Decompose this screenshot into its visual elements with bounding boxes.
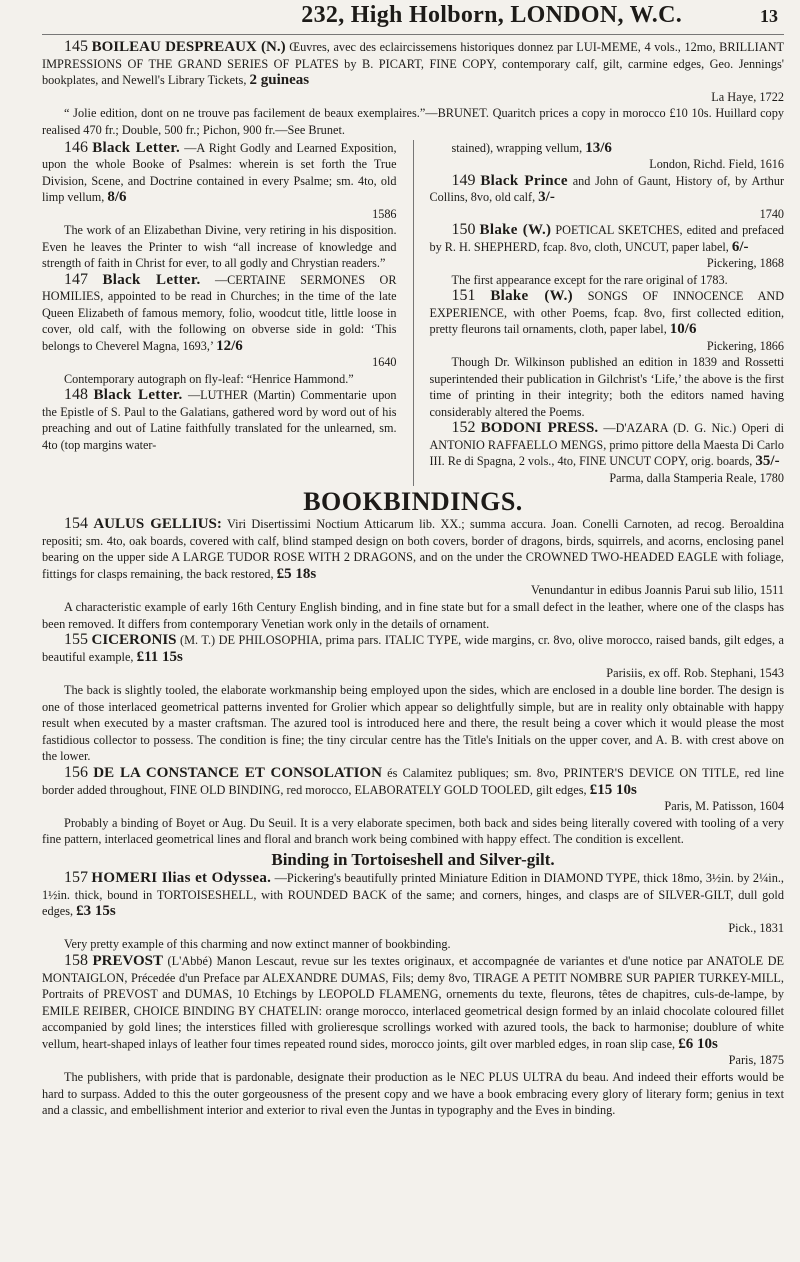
catalogue-page — [42, 0, 784, 1262]
catalogue-entry — [42, 953, 784, 1069]
entry-price: 12/6 — [216, 337, 243, 354]
lot-number: 156 — [64, 763, 88, 781]
entry-note: Contemporary autograph on fly-leaf: “Henrice Hammond.” — [64, 371, 354, 386]
catalogue-entry — [430, 288, 785, 354]
entry-note: Very pretty example of this charming and now extinct manner of bookbinding. — [64, 937, 451, 952]
catalogue-entry — [430, 222, 785, 272]
catalogue-entry — [430, 173, 785, 223]
entry-imprint: Pick., 1831 — [728, 920, 784, 935]
catalogue-entry — [42, 272, 397, 371]
catalogue-entry — [42, 765, 784, 815]
entry-note: A characteristic example of early 16th Century English binding, and in fine state but for a small defect in the leather, where one of the clasps has been removed. It differs from contemporary Venetian work only in the details of ornament. — [42, 600, 784, 631]
entry-heading: Blake (W.) — [479, 222, 552, 239]
entry-note: The work of an Elizabethan Divine, very retiring in his disposition. Even he leaves the Printer to wish “all increase of knowledge and strength of faith in Christ for ever, to all godly and Chrystian readers.” — [42, 223, 397, 271]
entry-note: Though Dr. Wilkinson published an edition in 1839 and Rossetti superintended their publication in Gilchrist's ‘Life,’ the above is the first time of printing in their integrity; both the editors named having considerably altered the Poems. — [429, 355, 784, 419]
catalogue-entry — [42, 516, 784, 599]
entry-heading: BODONI PRESS. — [480, 420, 599, 437]
entry-description: (L'Abbé) Manon Lescaut, revue sur les textes originaux, et accompagnée de variantes et d'une notice par ANATOLE DE MONTAIGLON, Précedée d'un Preface par ALEXANDRE DUMAS, Fils; demy 8vo, TIRAGE A PETIT NOMBRE SUR PAPIER TURKEY-MILL, Portraits of PREVOST and DUMAS, 10 Etchings by LEOPOLD FLAMENG, ornements du texte, fleurons, têtes de chapitres, culs-de-lampe, by EMILE REIBER, CHOICE BINDING BY CHATELIN: orange morocco, interlaced geometrical design formed by an inlaid chocolate coloured fillet accompanied by gold lines; the interstices filled with grolieresque scrollings worked with azured tools, the back to harmonise; doublure of white vellum, heart-shaped inlays of leather four times repeated round sides, morocco joints, gilt over marbled edges, in roan slip case, — [42, 953, 784, 1051]
entry-price: £3 15s — [76, 903, 116, 920]
tortoiseshell-list — [42, 870, 784, 1119]
column-divider — [413, 140, 414, 487]
entry-imprint: Paris, 1875 — [728, 1053, 784, 1068]
lot-number: 150 — [451, 221, 476, 239]
entry-description: —Pickering's beautifully printed Miniature Edition in DIAMOND TYPE, thick 18mo, 3½in. by 2¼in., 1½in. thick, bound in TORTOISESHELL, with ROUNDED BACK of the same; and corners, hinges, and clasps are of SILVER-GILT, dull gold edges, — [42, 870, 784, 919]
entry-note: The publishers, with pride that is pardonable, designate their production as le NEC PLUS ULTRA du beau. And indeed their efforts would be hard to surpass. Added to this the outer gorgeousness of the present copy and we have a book embracing every glory of literary form; genius in text and a classic, and embellishment interior and exterior to rival even the Juntas in typography and the Eves in binding. — [42, 1070, 784, 1118]
header-rule — [42, 34, 784, 35]
entry-description: POETICAL SKETCHES, edited and prefaced by R. H. SHEPHERD, fcap. 8vo, cloth, UNCUT, paper label, — [429, 223, 784, 254]
lot-number: 145 — [64, 38, 88, 55]
entry-145 — [42, 39, 784, 139]
entry-description: Viri Disertissimi Noctium Atticarum lib. XX.; summa accura. Joan. Conelli Carnoten, ad recog. Beroaldina repositi; sm. 4to, oak boards, covered with calf, blind stamped design on both covers, border of dragons, birds, squirrels, and acorns, enclosing panel bearing on the upper side A LARGE TUDOR ROSE WITH 2 DRAGONS, and on the under the CROWNED TWO-HEADED EAGLE with foliage, fittings for clasps remaining, the back restored, — [42, 517, 784, 581]
entry-note: “ Jolie edition, dont on ne trouve pas facilement de beaux exemplaires.”—BRUNET. Quaritch prices a copy in morocco £10 10s. Huillard copy realised 470 fr.; Double, 500 fr.; Pichon, 900 fr.—See Brunet. — [42, 106, 784, 137]
section-title-bookbindings: BOOKBINDINGS. — [303, 487, 523, 517]
entry-imprint: La Haye, 1722 — [711, 89, 784, 104]
entry-description: and John of Gaunt, History of, by Arthur Collins, 8vo, old calf, — [429, 173, 784, 205]
page-header-address: 232, High Holborn, LONDON, W.C. — [301, 2, 682, 28]
entry-heading: DE LA CONSTANCE ET CONSOLATION — [93, 764, 382, 781]
entry-description: —CERTAINE SERMONES OR HOMILIES, appointed to be read in Churches; in the time of the late Queen Elizabeth of famous memory, folio, woodcut title, little loose in cover, old calf, with the following on obverse side in gold: ‘This belongs to Cheverel Magna, 1693,’ — [42, 272, 397, 353]
entry-imprint: Parisiis, ex off. Rob. Stephani, 1543 — [606, 666, 784, 681]
catalogue-entry — [42, 39, 784, 105]
entry-price: 3/- — [538, 189, 555, 206]
entry-note: The back is slightly tooled, the elaborate workmanship being employed upon the sides, which are enclosed in a double line border. The design is one of those interlaced geometrical patterns invented for Grolier which appear so delightfully simple, but are in reality only obtainable with happy result when executed by a master craftsman. The azured tool is introduced here and there, the result being a cover which it would please the most fastidious collector to possess. The condition is fine; the tiny circular centre has the Title's Initials on the upper cover, and A. B. with crest above on the lower. — [42, 683, 784, 764]
entry-price: £11 15s — [136, 648, 183, 665]
entry-description: —D'AZARA (D. G. Nic.) Operi di ANTONIO RAFFAELLO MENGS, primo pittore della Maesta Di Carlo III. Re di Spagna, 2 vols., 4to, FINE UNCUT COPY, orig. boards, — [429, 421, 784, 469]
entry-imprint: Paris, M. Patisson, 1604 — [664, 799, 784, 814]
entry-price: £15 10s — [589, 781, 637, 798]
entry-heading: Black Letter. — [102, 271, 201, 288]
entry-price: 6/- — [731, 238, 749, 255]
lot-number: 155 — [64, 631, 88, 649]
entry-imprint: Pickering, 1868 — [706, 256, 784, 271]
entry-description: Œuvres, avec des eclaircissemens historiques donnez par LUI-MEME, 4 vols., 12mo, BRILLIANT IMPRESSIONS OF THE GRAND SERIES OF PLATES by B. PICART, FINE COPY, contemporary calf, gilt, carmine edges, Geo. Jennings' bookplates, and Newell's Library Tickets, — [42, 40, 784, 88]
right-column — [430, 140, 785, 487]
entry-imprint: 1740 — [759, 206, 784, 221]
entry-heading: Blake (W.) — [490, 288, 573, 305]
entry-description: SONGS OF INNOCENCE AND EXPERIENCE, with other Poems, fcap. 8vo, first collected edition, pretty fleurons tail ornaments, cloth, paper label, — [429, 289, 784, 337]
catalogue-entry — [430, 140, 785, 173]
lot-number: 151 — [451, 287, 476, 305]
left-column — [42, 140, 397, 487]
entry-imprint: 1640 — [372, 355, 397, 370]
entry-note: Probably a binding of Boyet or Aug. Du Seuil. It is a very elaborate specimen, both back and sides being literally covered with tooling of a very fine pattern, interlaced geometrical lines and floral and branch work being combined with happy effect. The condition is excellent. — [42, 815, 784, 847]
entry-heading: BOILEAU DESPREAUX (N.) — [91, 39, 286, 55]
two-column-block — [42, 140, 784, 487]
entry-price: 2 guineas — [249, 72, 310, 89]
subsection-title-tortoiseshell: Binding in Tortoiseshell and Silver-gilt. — [271, 849, 555, 869]
entry-price: £6 10s — [678, 1035, 718, 1052]
page-number: 13 — [760, 6, 778, 26]
entry-price: 13/6 — [585, 139, 612, 156]
catalogue-entry — [42, 140, 397, 223]
lot-number: 147 — [64, 270, 88, 288]
entry-imprint: Venundantur in edibus Joannis Parui sub lilio, 1511 — [531, 583, 784, 598]
entry-heading: AULUS GELLIUS: — [93, 516, 222, 533]
entry-heading: CICERONIS — [91, 632, 177, 649]
entry-description: —LUTHER (Martin) Commentarie upon the Epistle of S. Paul to the Galatians, gathered word by word out of his preaching and out of Latine faithfully translated for the unlearned, sm. 4to (top margins water- — [42, 388, 397, 452]
lot-number: 152 — [451, 419, 476, 437]
entry-description: —A Right Godly and Learned Exposition, upon the whole Booke of Psalmes: wherein is set forth the True Division, Scene, and Doctrine contained in every Psalme; sm. 4to, old limp vellum, — [42, 140, 397, 205]
bindings-list — [42, 516, 784, 848]
lot-number: 148 — [64, 386, 88, 404]
entry-heading: PREVOST — [92, 952, 164, 969]
entry-note: The first appearance except for the rare original of 1783. — [451, 272, 728, 287]
entry-heading: Black Prince — [480, 172, 568, 189]
entry-imprint: Pickering, 1866 — [706, 338, 784, 353]
entry-price: 10/6 — [669, 321, 697, 338]
entry-price: 35/- — [755, 453, 780, 470]
lot-number: 154 — [64, 515, 88, 533]
catalogue-entry — [42, 870, 784, 936]
entry-imprint: London, Richd. Field, 1616 — [649, 157, 784, 172]
entry-imprint: Parma, dalla Stamperia Reale, 1780 — [609, 470, 784, 485]
catalogue-entry — [42, 632, 784, 682]
entry-price: 8/6 — [107, 189, 127, 206]
catalogue-entry — [430, 420, 785, 486]
entry-heading: HOMERI Ilias et Odyssea. — [91, 869, 272, 886]
entry-price: £5 18s — [276, 565, 317, 582]
entry-description: és Calamitez publiques; sm. 8vo, PRINTER'S DEVICE ON TITLE, red line border added throughout, FINE OLD BINDING, red morocco, ELABORATELY GOLD TOOLED, gilt edges, — [42, 765, 784, 797]
entry-imprint: 1586 — [372, 206, 397, 221]
lot-number: 157 — [64, 868, 88, 886]
catalogue-entry — [42, 387, 397, 453]
entry-heading: Black Letter. — [92, 139, 181, 156]
entry-heading: Black Letter. — [93, 387, 183, 404]
lot-number: 149 — [451, 171, 476, 189]
lot-number: 158 — [64, 951, 88, 969]
entry-description: (M. T.) DE PHILOSOPHIA, prima pars. ITALIC TYPE, wide margins, cr. 8vo, olive morocco, raised bands, gilt edges, a beautiful example, — [42, 633, 784, 664]
lot-number: 146 — [64, 138, 88, 156]
running-header — [42, 0, 784, 32]
entry-description: stained), wrapping vellum, — [451, 140, 583, 155]
